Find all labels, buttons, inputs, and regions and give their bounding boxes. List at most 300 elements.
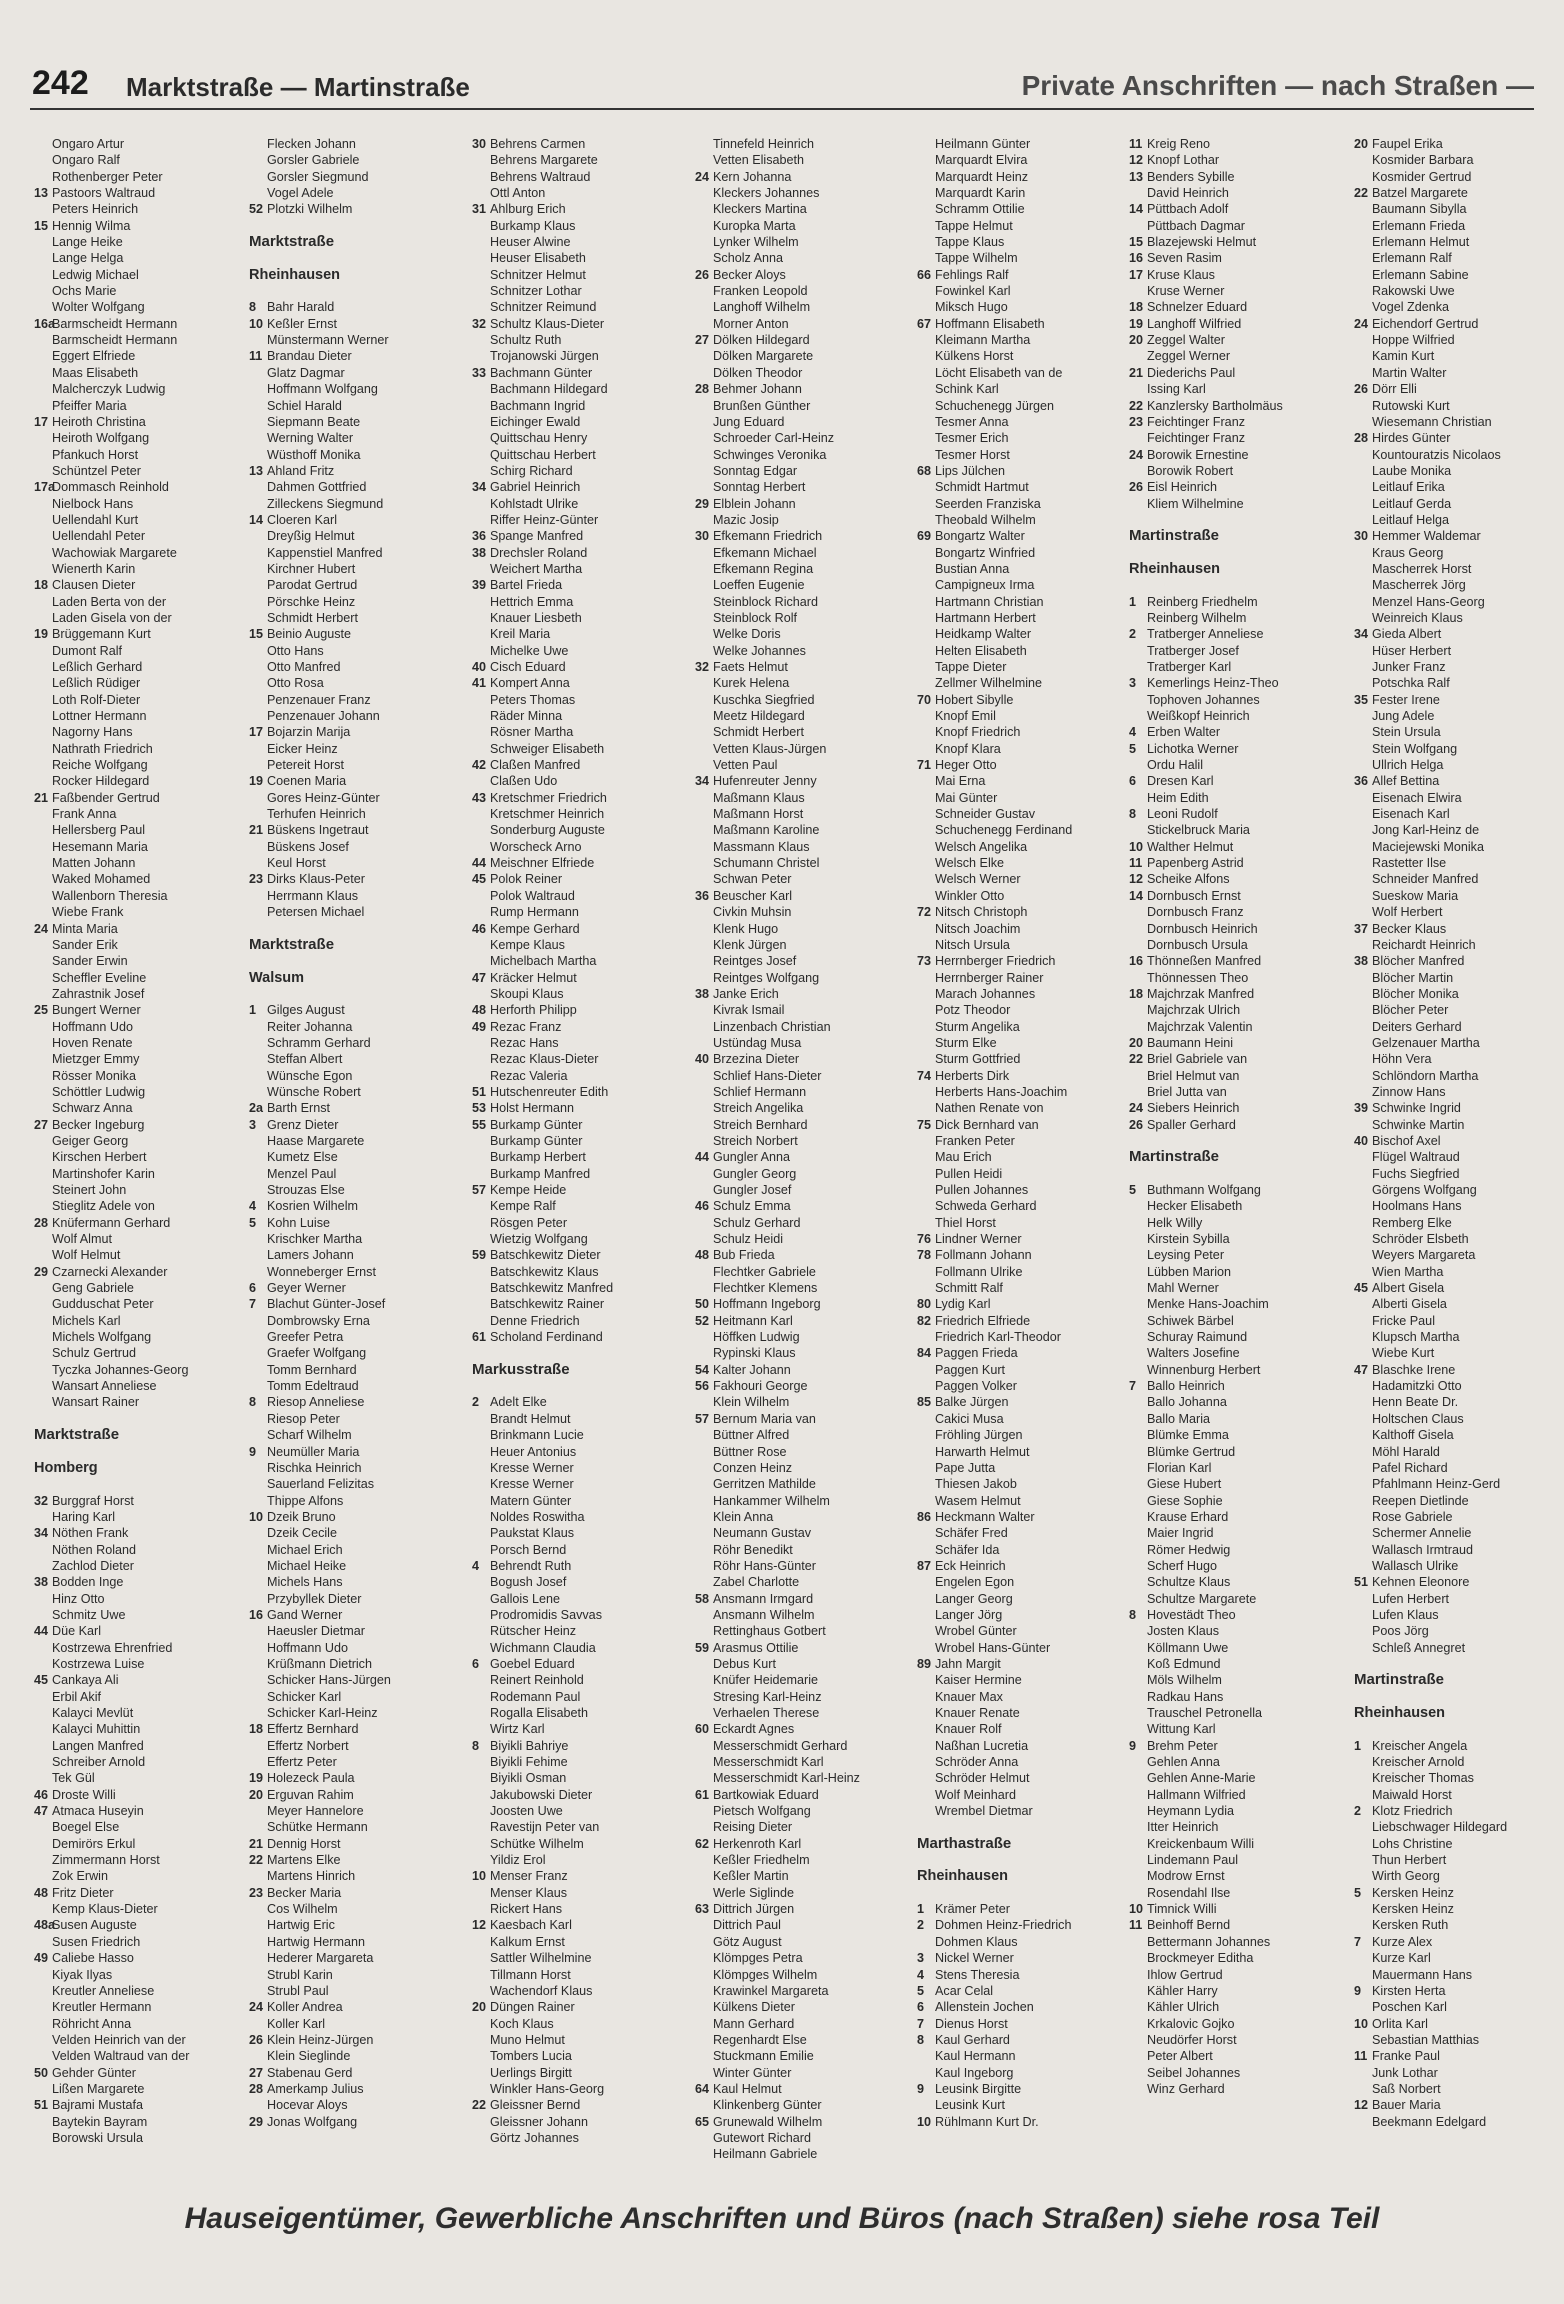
- resident-name: Kohlstadt Ulrike: [490, 496, 579, 511]
- directory-entry: [34, 1084, 248, 1100]
- house-number: [34, 299, 52, 315]
- directory-entry: [472, 1149, 686, 1165]
- resident-name: Kostrzewa Luise: [52, 1656, 145, 1671]
- directory-entry: [1354, 2048, 1564, 2064]
- directory-entry: [472, 1198, 686, 1214]
- house-number: [917, 1280, 935, 1296]
- resident-name: Hankammer Wilhelm: [713, 1493, 830, 1508]
- house-number: 61: [695, 1787, 710, 1802]
- directory-entry: [249, 1329, 463, 1345]
- resident-name: Ullrich Helga: [1372, 758, 1444, 773]
- house-number: [1354, 741, 1372, 757]
- directory-entry: [1354, 1231, 1564, 1247]
- house-number: [917, 1378, 935, 1394]
- directory-entry: [34, 970, 248, 986]
- resident-name: Heuer Antonius: [490, 1444, 577, 1459]
- directory-entry: [1354, 430, 1564, 446]
- resident-name: Allef Bettina: [1372, 774, 1440, 789]
- directory-entry: [1354, 1264, 1564, 1280]
- resident-name: Efkemann Friedrich: [713, 529, 823, 544]
- resident-name: Lindner Werner: [935, 1232, 1022, 1247]
- house-number: [249, 1329, 267, 1345]
- directory-entry: [695, 1885, 909, 1901]
- house-number: 6: [917, 2000, 925, 2015]
- resident-name: Nagorny Hans: [52, 725, 133, 740]
- house-number: [917, 1427, 935, 1443]
- house-number: [1129, 1574, 1147, 1590]
- house-number: 57: [472, 1183, 487, 1197]
- house-number: [1354, 1394, 1372, 1410]
- house-number: [34, 1705, 52, 1721]
- directory-entry: [1129, 1787, 1343, 1803]
- resident-name: Haase Margarete: [267, 1133, 365, 1148]
- resident-name: Hartwig Eric: [267, 1918, 335, 1933]
- house-number: [249, 1247, 267, 1263]
- resident-name: Pullen Johannes: [935, 1183, 1029, 1197]
- resident-name: Thun Herbert: [1372, 1853, 1447, 1868]
- directory-entry: [917, 447, 1131, 463]
- house-number: [917, 1100, 935, 1116]
- house-number: [472, 888, 490, 904]
- resident-name: Kretschmer Friedrich: [490, 790, 607, 805]
- house-number: 22: [1129, 1052, 1144, 1067]
- resident-name: Klein Anna: [713, 1509, 774, 1524]
- directory-entry: [34, 1901, 248, 1917]
- resident-name: Schweiger Elisabeth: [490, 741, 605, 756]
- house-number: [472, 2114, 490, 2130]
- resident-name: Majchrzak Manfred: [1147, 986, 1255, 1001]
- house-number: [249, 1754, 267, 1770]
- resident-name: Mauermann Hans: [1372, 1967, 1473, 1982]
- directory-entry: [1129, 1770, 1343, 1786]
- house-number: [1354, 1166, 1372, 1182]
- house-number: [34, 512, 52, 528]
- resident-name: Kosrien Wilhelm: [267, 1199, 358, 1214]
- directory-entry: [1129, 348, 1343, 364]
- house-number: 24: [34, 921, 49, 936]
- resident-name: Schermer Annelie: [1372, 1526, 1472, 1541]
- resident-name: Schwinke Martin: [1372, 1117, 1465, 1132]
- resident-name: Tomm Edeltraud: [267, 1379, 359, 1394]
- directory-entry: [1129, 185, 1343, 201]
- house-number: [1129, 1296, 1147, 1312]
- directory-entry: [34, 1493, 248, 1509]
- directory-entry: [249, 1950, 463, 1966]
- resident-name: Messerschmidt Gerhard: [713, 1738, 848, 1753]
- directory-entry: [917, 234, 1131, 250]
- resident-name: Reintges Josef: [713, 954, 797, 969]
- house-number: [695, 1672, 713, 1688]
- directory-entry: [1354, 724, 1564, 740]
- house-number: [917, 1672, 935, 1688]
- resident-name: Hartwig Hermann: [267, 1934, 365, 1949]
- house-number: [1354, 414, 1372, 430]
- resident-name: Schöttler Ludwig: [52, 1084, 146, 1099]
- resident-name: Baumann Heini: [1147, 1035, 1234, 1050]
- directory-entry: [917, 1640, 1131, 1656]
- resident-name: Spange Manfred: [490, 529, 584, 544]
- house-number: 2: [1354, 1804, 1362, 1819]
- resident-name: Rothenberger Peter: [52, 169, 163, 184]
- house-number: [472, 561, 490, 577]
- directory-entry: [249, 1411, 463, 1427]
- directory-entry: [249, 1574, 463, 1590]
- house-number: [1354, 610, 1372, 626]
- resident-name: Zok Erwin: [52, 1869, 108, 1884]
- directory-entry: [249, 904, 463, 920]
- house-number: [917, 839, 935, 855]
- directory-entry: [1129, 463, 1343, 479]
- house-number: [34, 1149, 52, 1165]
- directory-entry: [1129, 708, 1343, 724]
- directory-entry: [249, 1362, 463, 1378]
- directory-entry: [249, 1525, 463, 1541]
- resident-name: Menser Franz: [490, 1869, 568, 1884]
- house-number: 15: [1129, 235, 1144, 250]
- directory-entry: [249, 1280, 463, 1296]
- resident-name: Kalkum Ernst: [490, 1934, 565, 1949]
- house-number: [1129, 1411, 1147, 1427]
- directory-entry: [34, 1591, 248, 1607]
- resident-name: Blöcher Peter: [1372, 1003, 1449, 1018]
- house-number: [34, 659, 52, 675]
- directory-entry: [695, 1721, 909, 1737]
- resident-name: Kalter Johann: [713, 1362, 791, 1377]
- house-number: [249, 430, 267, 446]
- resident-name: Nitsch Ursula: [935, 937, 1010, 952]
- directory-entry: [917, 1427, 1131, 1443]
- resident-name: Borowik Ernestine: [1147, 447, 1249, 462]
- directory-entry: [1129, 201, 1343, 217]
- resident-name: Kreischer Arnold: [1372, 1755, 1465, 1770]
- house-number: 22: [1129, 398, 1144, 413]
- resident-name: Külkens Dieter: [713, 2000, 795, 2015]
- resident-name: Brandt Helmut: [490, 1411, 571, 1426]
- house-number: [695, 855, 713, 871]
- directory-entry: [695, 1607, 909, 1623]
- section-title: Private Anschriften — nach Straßen —: [1021, 70, 1534, 101]
- house-number: [472, 1803, 490, 1819]
- house-number: [1129, 1231, 1147, 1247]
- street-heading: Marktstraße: [249, 935, 335, 953]
- house-number: [34, 1247, 52, 1263]
- house-number: [1129, 1623, 1147, 1639]
- resident-name: Rakowski Uwe: [1372, 284, 1455, 299]
- house-number: [249, 577, 267, 593]
- directory-entry: [1354, 1411, 1564, 1427]
- house-number: [695, 1019, 713, 1035]
- resident-name: Schultze Klaus: [1147, 1575, 1231, 1590]
- directory-entry: [1354, 152, 1564, 168]
- district-heading: Rheinhausen: [917, 1868, 1009, 1885]
- directory-entry: [917, 1623, 1131, 1639]
- directory-entry: [472, 1215, 686, 1231]
- house-number: 16: [1129, 954, 1144, 969]
- house-number: 8: [472, 1738, 480, 1753]
- directory-entry: [249, 1542, 463, 1558]
- resident-name: Junker Franz: [1372, 660, 1446, 674]
- house-number: [1129, 610, 1147, 626]
- resident-name: Erlemann Ralf: [1372, 251, 1452, 266]
- house-number: [1129, 937, 1147, 953]
- house-number: [695, 1868, 713, 1884]
- resident-name: Effertz Peter: [267, 1755, 337, 1770]
- directory-entry: [1354, 1345, 1564, 1361]
- directory-entry: [472, 643, 686, 659]
- resident-name: Faßbender Gertrud: [52, 790, 160, 805]
- resident-name: Kirstein Sybilla: [1147, 1232, 1230, 1247]
- house-number: [472, 773, 490, 789]
- resident-name: Rösgen Peter: [490, 1215, 568, 1230]
- house-number: 10: [1354, 2016, 1369, 2031]
- directory-entry: [1129, 1345, 1343, 1361]
- resident-name: Gehlen Anne-Marie: [1147, 1771, 1256, 1786]
- resident-name: Biyikli Bahriye: [490, 1738, 569, 1753]
- resident-name: Cankaya Ali: [52, 1673, 119, 1688]
- house-number: [917, 594, 935, 610]
- directory-entry: [1354, 1198, 1564, 1214]
- directory-entry: [472, 185, 686, 201]
- directory-entry: [249, 675, 463, 691]
- house-number: [917, 201, 935, 217]
- directory-entry: [695, 1296, 909, 1312]
- house-number: [472, 708, 490, 724]
- directory-entry: [695, 1117, 909, 1133]
- resident-name: Lufen Klaus: [1372, 1607, 1439, 1622]
- resident-name: Hennig Wilma: [52, 218, 131, 233]
- resident-name: Barmscheidt Hermann: [52, 333, 178, 348]
- directory-entry: [1129, 610, 1343, 626]
- directory-entry: [1129, 250, 1343, 266]
- resident-name: Winnenburg Herbert: [1147, 1362, 1261, 1377]
- directory-entry: [917, 1035, 1131, 1051]
- resident-name: Burkamp Manfred: [490, 1166, 591, 1181]
- house-number: [1129, 1967, 1147, 1983]
- house-number: [1129, 1950, 1147, 1966]
- house-number: [1129, 1509, 1147, 1525]
- house-number: 5: [1129, 1183, 1137, 1197]
- directory-entry: [34, 1983, 248, 1999]
- resident-name: Krawinkel Margareta: [713, 1983, 829, 1998]
- house-number: [1129, 970, 1147, 986]
- directory-entry: [917, 1247, 1131, 1263]
- directory-entry: [1354, 610, 1564, 626]
- house-number: [917, 1460, 935, 1476]
- resident-name: Zahrastnik Josef: [52, 986, 145, 1001]
- resident-name: Efkemann Regina: [713, 561, 814, 576]
- house-number: [249, 790, 267, 806]
- resident-name: Püttbach Dagmar: [1147, 218, 1246, 233]
- house-number: [1129, 1983, 1147, 1999]
- directory-entry: [34, 545, 248, 561]
- house-number: [695, 1705, 713, 1721]
- house-number: 24: [1354, 316, 1369, 331]
- directory-entry: [917, 1689, 1131, 1705]
- directory-entry: [917, 1901, 1131, 1917]
- directory-entry: [34, 1672, 248, 1688]
- house-number: [917, 1738, 935, 1754]
- resident-name: Bogush Josef: [490, 1575, 567, 1590]
- directory-entry: [695, 1689, 909, 1705]
- resident-name: Gungler Anna: [713, 1150, 791, 1165]
- house-number: 6: [472, 1656, 480, 1671]
- house-number: [1129, 659, 1147, 675]
- house-number: [917, 643, 935, 659]
- directory-entry: [917, 1656, 1131, 1672]
- house-number: [472, 381, 490, 397]
- directory-entry: [1354, 1166, 1564, 1182]
- directory-entry: [1354, 1836, 1564, 1852]
- directory-entry: [695, 1231, 909, 1247]
- resident-name: Fowinkel Karl: [935, 284, 1011, 299]
- directory-entry: [917, 1787, 1131, 1803]
- house-number: 30: [472, 137, 487, 151]
- house-number: 22: [249, 1853, 264, 1868]
- directory-entry: [472, 1182, 686, 1198]
- resident-name: Boegel Else: [52, 1820, 120, 1835]
- house-number: [1129, 1084, 1147, 1100]
- directory-entry: [695, 1133, 909, 1149]
- resident-name: Mann Gerhard: [713, 2016, 795, 2031]
- directory-entry: [249, 1983, 463, 1999]
- directory-entry: [1129, 855, 1343, 871]
- house-number: [1354, 1427, 1372, 1443]
- house-number: [917, 1215, 935, 1231]
- resident-name: Rösner Martha: [490, 725, 574, 740]
- resident-name: Koller Karl: [267, 2016, 326, 2031]
- resident-name: Franke Paul: [1372, 2049, 1440, 2064]
- resident-name: Mau Erich: [935, 1150, 992, 1165]
- house-number: [695, 1819, 713, 1835]
- resident-name: Werle Siglinde: [713, 1885, 794, 1900]
- house-number: [249, 1362, 267, 1378]
- resident-name: Bischof Axel: [1372, 1133, 1441, 1148]
- directory-entry: [1129, 1754, 1343, 1770]
- house-number: [695, 594, 713, 610]
- directory-entry: [1129, 430, 1343, 446]
- house-number: 26: [1129, 480, 1144, 495]
- house-number: [1354, 708, 1372, 724]
- directory-entry: [1354, 1983, 1564, 1999]
- directory-entry: [1129, 1574, 1343, 1590]
- house-number: [1354, 1542, 1372, 1558]
- house-number: [249, 561, 267, 577]
- directory-entry: [34, 904, 248, 920]
- house-number: [1129, 1591, 1147, 1607]
- directory-entry: [1129, 496, 1343, 512]
- resident-name: Buthmann Wolfgang: [1147, 1183, 1261, 1197]
- house-number: 61: [472, 1330, 487, 1345]
- directory-entry: [34, 365, 248, 381]
- directory-entry: [1129, 1068, 1343, 1084]
- directory-entry: [1129, 1476, 1343, 1492]
- resident-name: Fehlings Ralf: [935, 267, 1009, 282]
- directory-entry: [917, 626, 1131, 642]
- resident-name: Behrens Margarete: [490, 153, 598, 168]
- directory-entry: [695, 1198, 909, 1214]
- house-number: 38: [472, 545, 487, 560]
- house-number: [1354, 1215, 1372, 1231]
- directory-entry: [917, 1607, 1131, 1623]
- house-number: 39: [1354, 1101, 1369, 1116]
- directory-entry: [1129, 1509, 1343, 1525]
- house-number: [917, 1019, 935, 1035]
- directory-entry: [1129, 1182, 1343, 1198]
- house-number: [34, 1983, 52, 1999]
- directory-entry: [695, 790, 909, 806]
- directory-entry: [34, 1296, 248, 1312]
- resident-name: Sander Erwin: [52, 954, 128, 969]
- directory-column: [695, 136, 909, 2176]
- resident-name: Ledwig Michael: [52, 267, 139, 282]
- resident-name: Thippe Alfons: [267, 1493, 344, 1508]
- house-number: 82: [917, 1313, 932, 1328]
- resident-name: Wonneberger Ernst: [267, 1264, 376, 1279]
- directory-entry: [249, 136, 463, 152]
- directory-entry: [695, 1329, 909, 1345]
- directory-entry: [249, 643, 463, 659]
- resident-name: Quittschau Henry: [490, 431, 588, 446]
- directory-entry: [1354, 545, 1564, 561]
- house-number: [917, 1411, 935, 1427]
- resident-name: Lichotka Werner: [1147, 741, 1239, 756]
- house-number: 11: [1129, 856, 1143, 871]
- resident-name: Kostrzewa Ehrenfried: [52, 1640, 173, 1655]
- directory-entry: [695, 1362, 909, 1378]
- directory-entry: [1354, 659, 1564, 675]
- directory-entry: [917, 594, 1131, 610]
- resident-name: Brehm Peter: [1147, 1738, 1218, 1753]
- house-number: 73: [917, 954, 932, 969]
- directory-entry: [917, 1068, 1131, 1084]
- resident-name: Steinert John: [52, 1183, 127, 1197]
- house-number: 20: [1129, 333, 1144, 348]
- directory-entry: [472, 953, 686, 969]
- resident-name: Dittrich Paul: [713, 1918, 781, 1933]
- resident-name: Kleimann Martha: [935, 333, 1031, 348]
- resident-name: Schulz Emma: [713, 1199, 791, 1214]
- directory-entry: [695, 430, 909, 446]
- house-number: [472, 1444, 490, 1460]
- house-number: [34, 1967, 52, 1983]
- directory-entry: [472, 1035, 686, 1051]
- directory-entry: [249, 1084, 463, 1100]
- resident-name: Fricke Paul: [1372, 1313, 1435, 1328]
- house-number: [34, 447, 52, 463]
- house-number: [695, 1574, 713, 1590]
- directory-entry: [917, 2097, 1131, 2113]
- directory-entry: [1129, 479, 1343, 495]
- resident-name: Civkin Muhsin: [713, 905, 792, 920]
- house-number: [472, 1950, 490, 1966]
- directory-entry: [34, 1558, 248, 1574]
- house-number: [695, 1133, 713, 1149]
- house-number: [249, 1345, 267, 1361]
- house-number: [1354, 888, 1372, 904]
- house-number: [34, 463, 52, 479]
- resident-name: Wirth Georg: [1372, 1869, 1440, 1884]
- house-number: [1354, 970, 1372, 986]
- directory-entry: [1354, 398, 1564, 414]
- house-number: [1354, 365, 1372, 381]
- directory-entry: [34, 1836, 248, 1852]
- house-number: [34, 1329, 52, 1345]
- resident-name: Münstermann Werner: [267, 333, 389, 348]
- resident-name: Neumann Gustav: [713, 1526, 812, 1541]
- resident-name: Hoolmans Hans: [1372, 1199, 1462, 1214]
- house-number: [695, 1967, 713, 1983]
- resident-name: Hocevar Aloys: [267, 2098, 348, 2113]
